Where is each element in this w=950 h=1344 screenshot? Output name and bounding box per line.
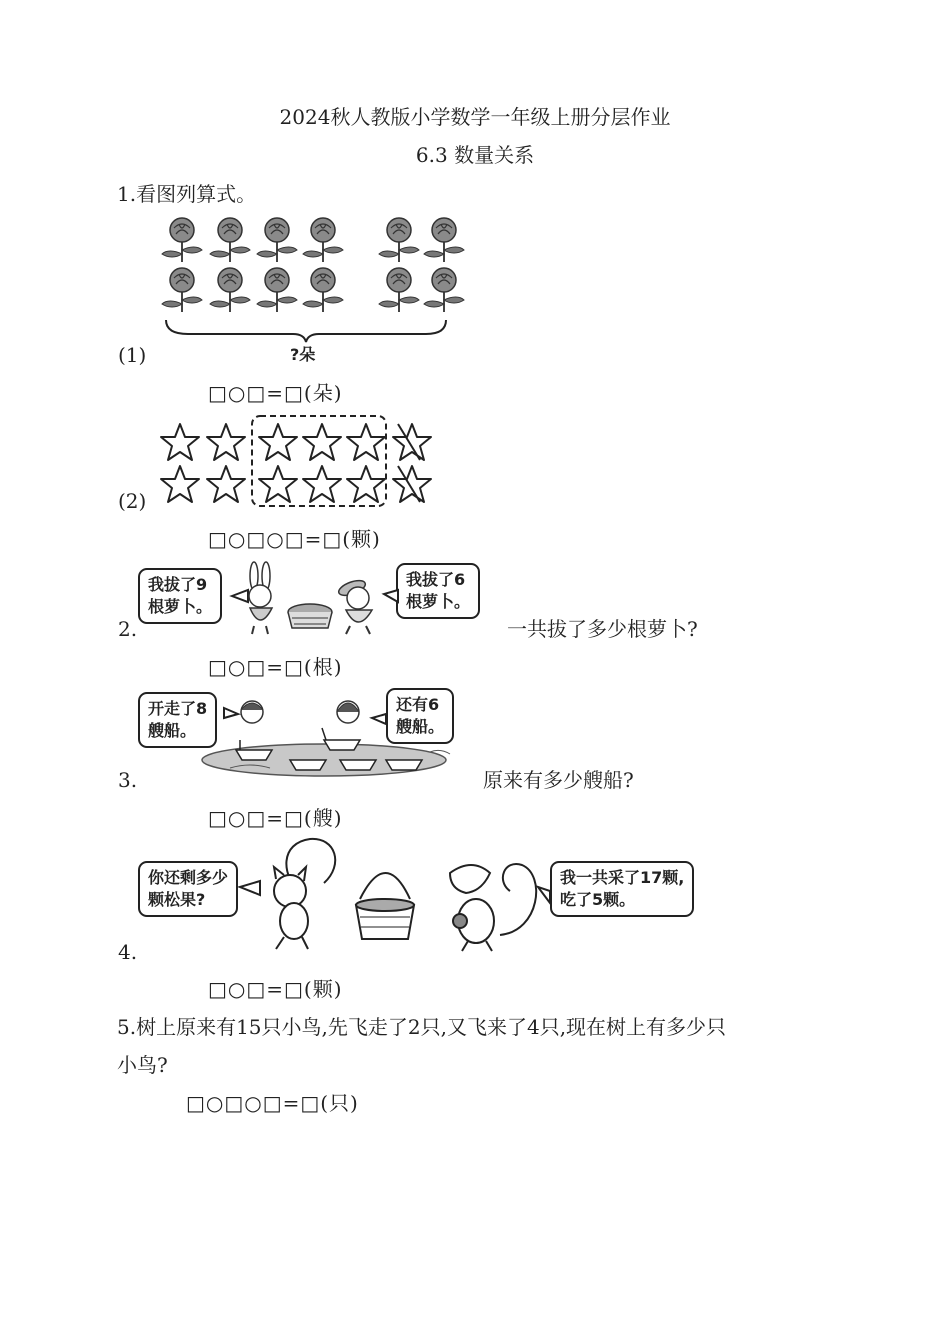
q5-equation: □○□○□=□(只) <box>186 1091 359 1115</box>
stars-figure <box>158 412 448 512</box>
q3-bubble-right-line1: 还有6 <box>396 695 440 714</box>
rose-row-1-left <box>162 218 343 262</box>
nut-basket <box>356 873 414 939</box>
rose-row-1-right <box>379 218 464 262</box>
q2-bubble-left-line2: 根萝卜。 <box>148 597 213 616</box>
q3-question: 原来有多少艘船? <box>483 768 634 792</box>
q2-question: 一共拔了多少根萝卜? <box>507 617 698 641</box>
q3-bubble-left-line1: 开走了8 <box>148 699 208 718</box>
brace-label: ?朵 <box>290 345 316 364</box>
q5-text-line2: 小鸟? <box>117 1053 168 1077</box>
q4-bubble-right-line2: 吃了5颗。 <box>560 890 636 909</box>
stars-row-1 <box>161 424 431 460</box>
q2-bubble-left-line1: 我拔了9 <box>148 575 208 594</box>
q2-number: 2. <box>118 617 138 641</box>
q1-heading: 1.看图列算式。 <box>117 182 257 206</box>
q2-equation: □○□=□(根) <box>208 655 343 679</box>
squirrel-right <box>450 864 536 951</box>
boats-pond-figure <box>200 690 462 780</box>
q3-bubble-left-line2: 艘船。 <box>148 721 197 740</box>
rose-row-2-left <box>162 268 343 312</box>
rabbits-carrots-figure <box>232 560 402 640</box>
rose-row-2-right <box>379 268 464 312</box>
squirrel-left <box>274 839 335 949</box>
child-right <box>337 701 359 723</box>
worksheet-subtitle: 6.3 数量关系 <box>415 143 535 167</box>
rabbit-left <box>249 562 272 634</box>
q4-bubble-left <box>138 861 238 917</box>
q1-part2-label: (2) <box>118 489 147 513</box>
q4-bubble-right <box>550 861 694 917</box>
q3-equation: □○□=□(艘) <box>208 806 343 830</box>
child-left <box>241 701 263 723</box>
worksheet-title: 2024秋人教版小学数学一年级上册分层作业 <box>279 105 671 129</box>
q4-bubble-left-line2: 颗松果? <box>148 890 206 909</box>
squirrels-figure <box>240 835 552 960</box>
q2-bubble-right-line1: 我拔了6 <box>406 570 466 589</box>
q1-part1-equation: □○□=□(朵) <box>208 381 343 405</box>
q5-text-line1: 5.树上原来有15只小鸟,先飞走了2只,又飞来了4只,现在树上有多少只 <box>117 1015 727 1039</box>
q4-number: 4. <box>118 940 138 964</box>
q2-bubble-right-line2: 根萝卜。 <box>406 592 471 611</box>
q4-bubble-left-line1: 你还剩多少 <box>148 868 229 887</box>
q4-bubble-right-line1: 我一共采了17颗, <box>560 868 685 887</box>
q1-part1-label: (1) <box>118 343 147 367</box>
total-brace <box>166 320 446 342</box>
q1-part2-equation: □○□○□=□(颗) <box>208 527 381 551</box>
q3-bubble-right-line2: 艘船。 <box>396 717 445 736</box>
rabbit-right <box>337 578 372 634</box>
q2-bubble-left <box>138 568 222 624</box>
q2-bubble-right <box>396 563 480 619</box>
carrot-basket <box>288 604 332 628</box>
stars-row-2 <box>161 466 431 502</box>
q3-number: 3. <box>118 768 138 792</box>
q4-equation: □○□=□(颗) <box>208 977 343 1001</box>
